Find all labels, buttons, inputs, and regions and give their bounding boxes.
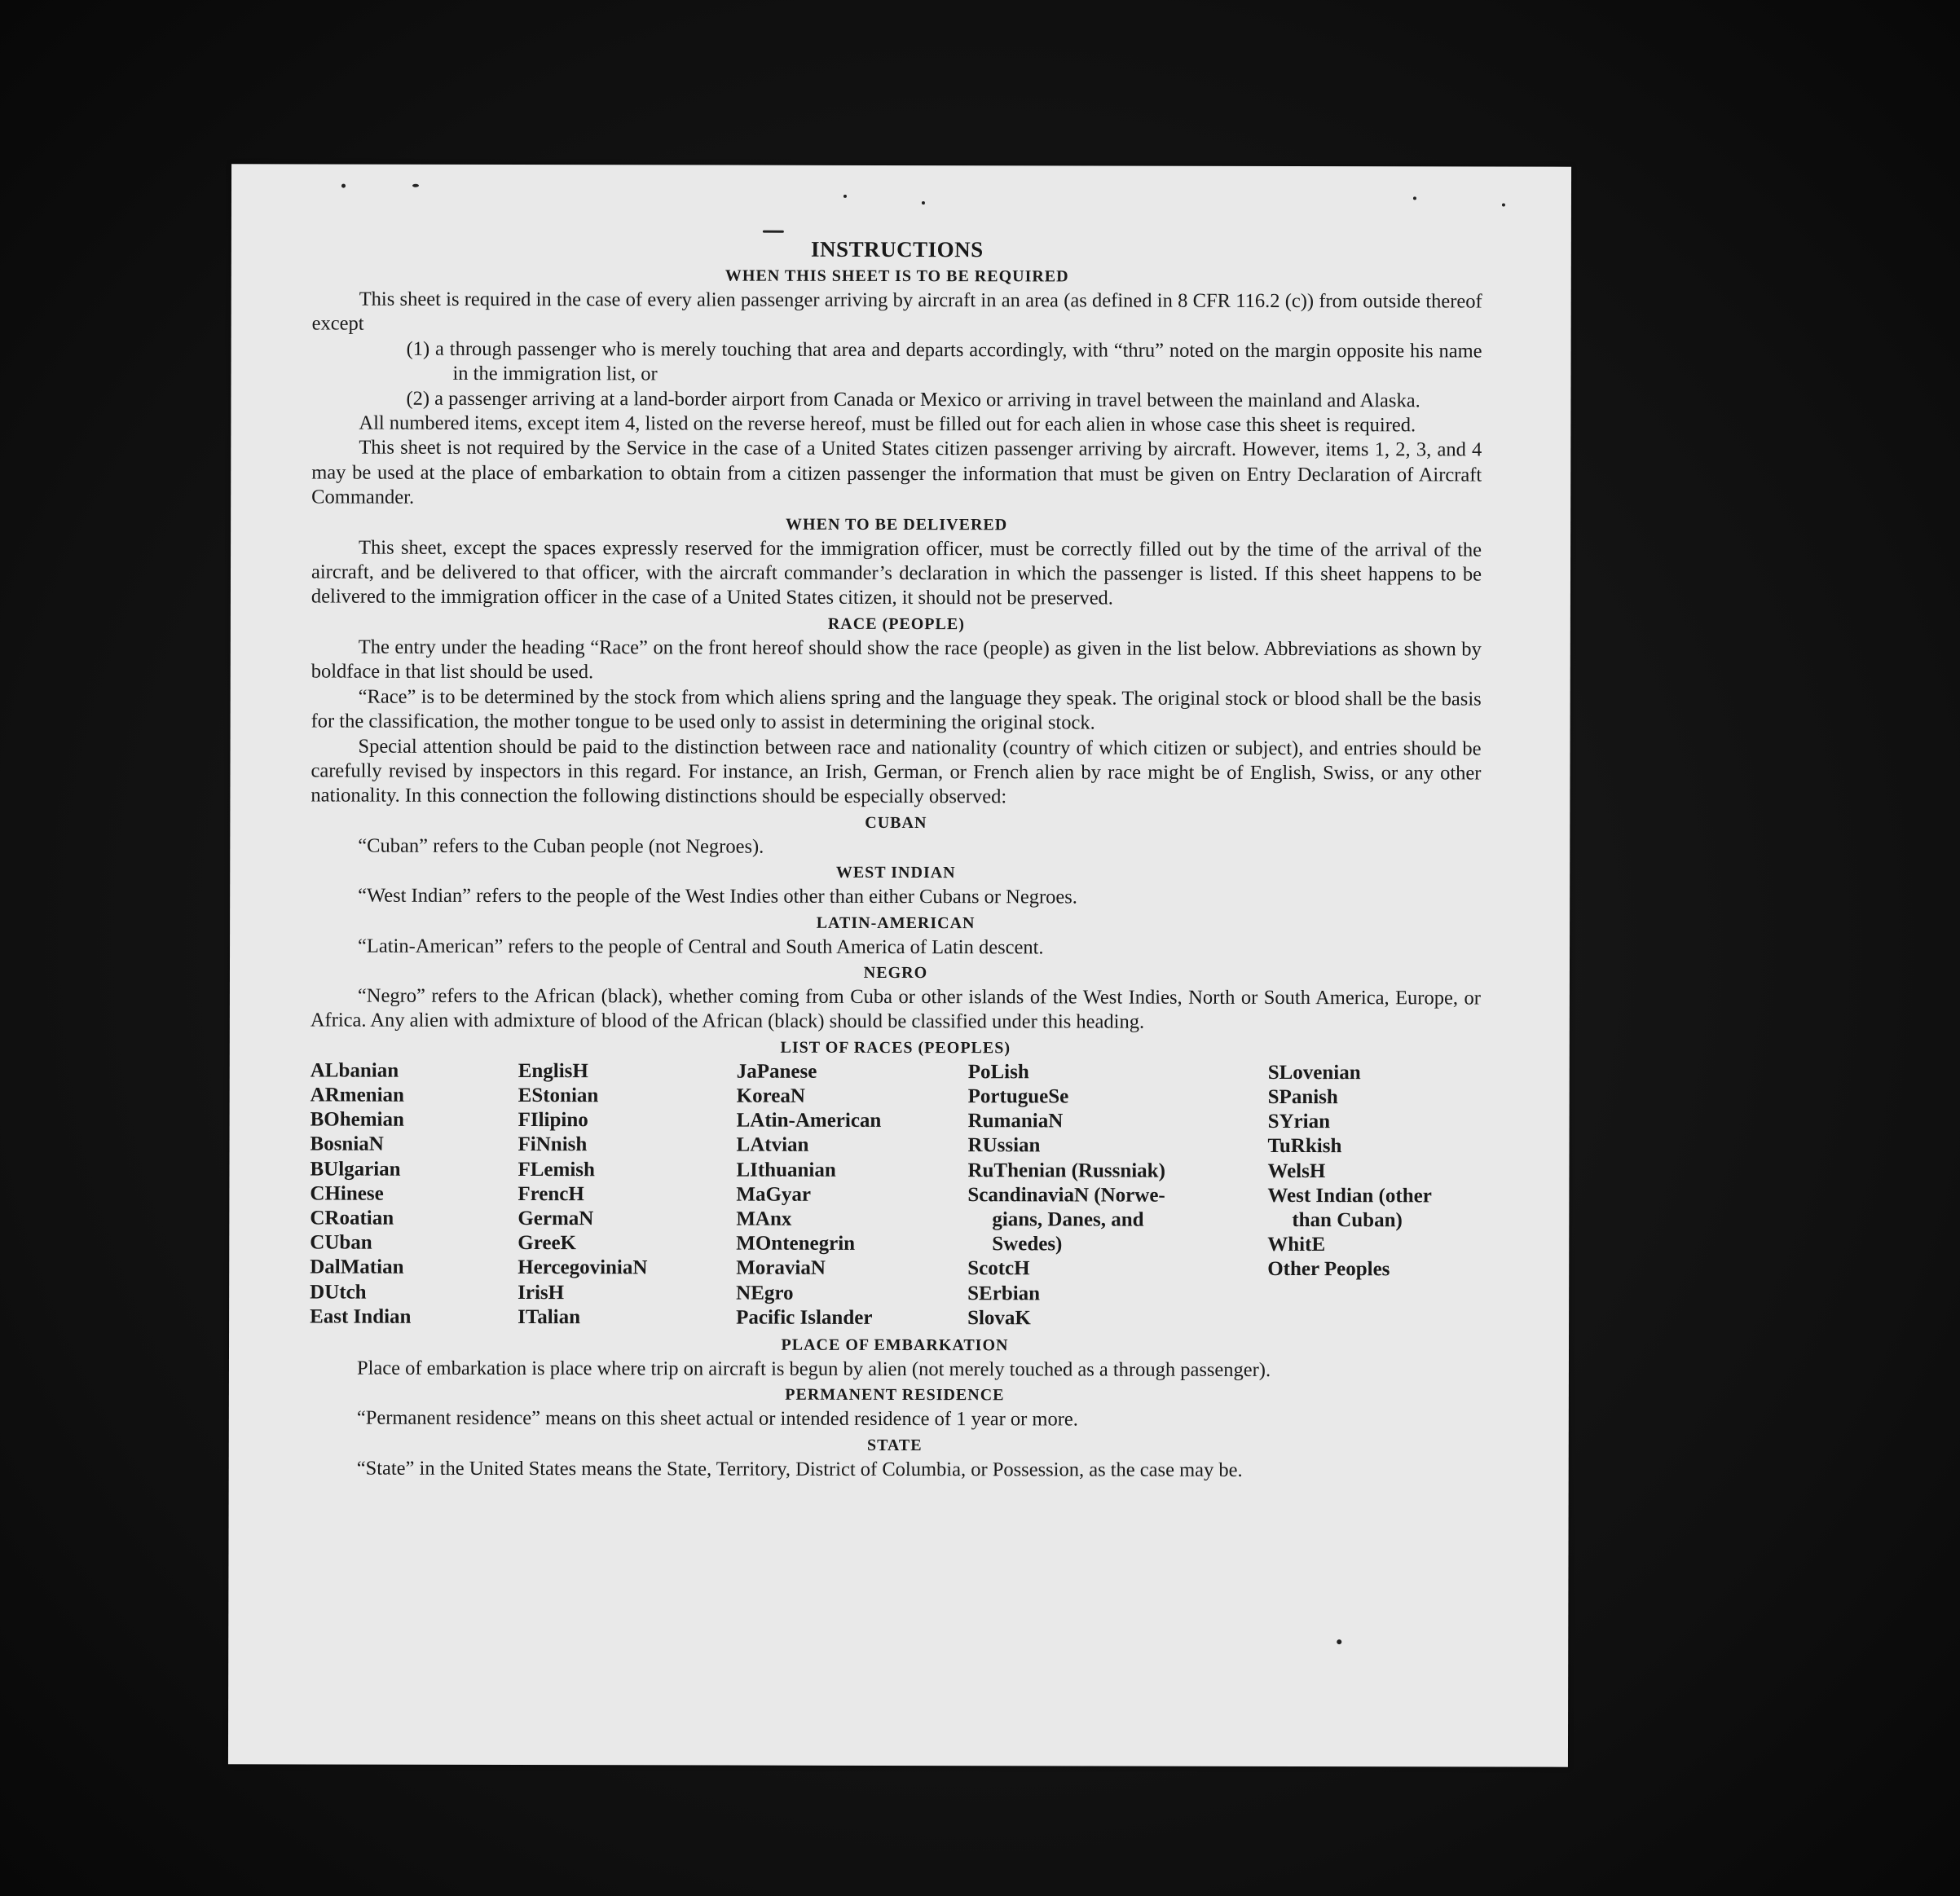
- document-title: INSTRUCTIONS: [811, 236, 984, 262]
- race-entry: SErbian: [967, 1282, 1041, 1304]
- race-entry: Other Peoples: [1267, 1258, 1390, 1281]
- race-entry: FLemish: [518, 1158, 595, 1181]
- races-column: [310, 1058, 518, 1330]
- race-entry: KoreaN: [736, 1084, 805, 1107]
- race-entry: ITalian: [518, 1305, 581, 1328]
- scan-speck: [1337, 1639, 1341, 1644]
- race-entry: FrencH: [518, 1182, 584, 1205]
- race-entry: IrisH: [518, 1281, 565, 1304]
- race-entry: MoraviaN: [736, 1256, 826, 1280]
- race-entry: PoLish: [967, 1060, 1029, 1084]
- race-entry: gians, Danes, and: [992, 1208, 1144, 1231]
- scan-speck: [843, 195, 847, 198]
- race-entry: CHinese: [310, 1182, 384, 1205]
- race-entry: FIlipino: [518, 1109, 588, 1132]
- race-entry: ARmenian: [310, 1084, 404, 1106]
- section-heading: WHEN TO BE DELIVERED: [786, 515, 1008, 534]
- race-entry: SLovenian: [1267, 1061, 1361, 1084]
- paragraph: “Permanent residence” means on this sheet actual or intended residence of 1 year or more.: [356, 1406, 1078, 1431]
- race-entry: NEgro: [736, 1282, 794, 1304]
- race-entry: West Indian (other: [1267, 1184, 1432, 1208]
- paragraph: Place of embarkation is place where trip on aircraft is begun by alien (not merely touched as a through passenger).: [356, 1357, 1271, 1381]
- paragraph: “Latin-American” refers to the people of Central and South America of Latin descent.: [358, 935, 1044, 958]
- section-heading: CUBAN: [865, 813, 927, 832]
- section-heading: LATIN-AMERICAN: [816, 913, 976, 932]
- paragraph: This sheet, except the spaces expressly reserved for the immigration officer, must be correctly filled out by the time of the arrival of the aircraft, and be delivered to that officer, with the aircraft commander’s declaration in which the passenger is listed. If this sheet happens to be delivered to the immigration officer in the case of a United States citizen, it should not be preserved.: [311, 536, 1482, 610]
- race-entry: CUban: [310, 1231, 372, 1254]
- section-heading: WEST INDIAN: [835, 863, 956, 882]
- race-entry: LAtin-American: [736, 1109, 882, 1133]
- scan-speck: [412, 184, 419, 187]
- race-entry: CRoatian: [310, 1207, 394, 1230]
- races-list: [310, 1058, 1481, 1331]
- section-heading: NEGRO: [863, 963, 928, 983]
- scan-speck: [763, 231, 784, 233]
- race-entry: BOhemian: [310, 1108, 404, 1131]
- races-column: [967, 1060, 1268, 1331]
- race-entry: WelsH: [1267, 1159, 1326, 1182]
- race-entry: GreeK: [518, 1232, 577, 1255]
- races-column: [1267, 1061, 1481, 1332]
- race-entry: than Cuban): [1292, 1208, 1403, 1232]
- race-entry: PortugueSe: [967, 1085, 1069, 1108]
- race-entry: MOntenegrin: [736, 1232, 856, 1256]
- race-entry: SPanish: [1267, 1085, 1338, 1109]
- race-entry: DUtch: [310, 1281, 367, 1304]
- race-entry: LIthuanian: [736, 1159, 836, 1181]
- race-entry: ScandinaviaN (Norwe-: [967, 1183, 1165, 1207]
- race-entry: LAtvian: [736, 1133, 809, 1157]
- races-heading: LIST OF RACES (PEOPLES): [780, 1038, 1011, 1058]
- race-entry: BosniaN: [310, 1133, 384, 1156]
- list-item: (1) a through passenger who is merely touching that area and departs accordingly, with “thru” noted on the margin opposite his name in the immigration list, or: [406, 337, 1482, 385]
- document-content: [310, 234, 1482, 1483]
- paragraph: “State” in the United States means the State, Territory, District of Columbia, or Possession, as the case may be.: [356, 1457, 1243, 1481]
- race-entry: RumaniaN: [967, 1110, 1064, 1133]
- section-heading: RACE (PEOPLE): [827, 614, 965, 634]
- paragraph: The entry under the heading “Race” on the front hereof should show the race (people) as given in the list below. Abbreviations as shown by boldface in that list should be used.: [311, 636, 1482, 684]
- race-entry: ScotcH: [967, 1257, 1030, 1280]
- paragraph: “West Indian” refers to the people of the West Indies other than either Cubans or Negroes.: [358, 884, 1077, 908]
- race-entry: SYrian: [1267, 1111, 1331, 1133]
- scan-speck: [341, 184, 346, 188]
- paragraph: This sheet is required in the case of every alien passenger arriving by aircraft in an area (as defined in 8 CFR 116.2 (c)) from outside thereof except: [311, 288, 1482, 336]
- list-item: (2) a passenger arriving at a land-border airport from Canada or Mexico or arriving in travel between the mainland and Alaska.: [406, 387, 1420, 411]
- scan-speck: [1502, 204, 1505, 207]
- race-entry: GermaN: [518, 1207, 594, 1230]
- paragraph: “Cuban” refers to the Cuban people (not Negroes).: [358, 834, 764, 858]
- race-entry: Swedes): [992, 1233, 1063, 1256]
- race-entry: DalMatian: [310, 1256, 404, 1279]
- paragraph: This sheet is not required by the Service in the case of a United States citizen passenger arriving by aircraft. However, items 1, 2, 3, and 4 may be used at the place of embarkation to obtain from a citizen passenger the information that must be given on Entry Declaration of Aircraft Commander.: [311, 437, 1482, 509]
- race-entry: WhitE: [1267, 1234, 1326, 1256]
- paragraph: “Race” is to be determined by the stock from which aliens spring and the language they speak. The original stock or blood shall be the basis for the classification, the mother tongue to be used only to assist in determining the original stock.: [311, 685, 1482, 734]
- document-page: [228, 164, 1571, 1766]
- paragraph: “Negro” refers to the African (black), whether coming from Cuba or other islands of the West Indies, North or South America, Europe, or Africa. Any alien with admixture of blood of the African (black) should be classified under this heading.: [310, 984, 1481, 1033]
- race-entry: BUlgarian: [310, 1158, 401, 1181]
- race-entry: East Indian: [310, 1305, 412, 1328]
- section-heading: WHEN THIS SHEET IS TO BE REQUIRED: [725, 266, 1069, 286]
- races-column: [518, 1059, 737, 1331]
- section-heading: STATE: [866, 1436, 923, 1454]
- race-entry: RuThenian (Russniak): [967, 1159, 1165, 1182]
- race-entry: Pacific Islander: [736, 1306, 873, 1329]
- race-entry: JaPanese: [736, 1060, 817, 1083]
- race-entry: MaGyar: [736, 1183, 812, 1206]
- scan-speck: [1413, 196, 1416, 200]
- races-column: [736, 1059, 968, 1331]
- race-entry: TuRkish: [1267, 1135, 1342, 1158]
- race-entry: EnglisH: [518, 1059, 588, 1082]
- race-entry: HercegoviniaN: [518, 1256, 648, 1279]
- race-entry: EStonian: [518, 1084, 599, 1107]
- paragraph: All numbered items, except item 4, listed on the reverse hereof, must be filled out for each alien in whose case this sheet is required.: [359, 411, 1416, 437]
- scan-speck: [922, 201, 925, 205]
- race-entry: RUssian: [967, 1134, 1041, 1157]
- race-entry: FiNnish: [518, 1133, 588, 1156]
- race-entry: MAnx: [736, 1208, 792, 1230]
- race-entry: SlovaK: [967, 1306, 1031, 1330]
- race-entry: ALbanian: [310, 1059, 399, 1082]
- paragraph: Special attention should be paid to the distinction between race and nationality (country of which citizen or subject), and entries should be carefully revised by inspectors in this regard. For instance, an Irish, German, or French alien by race might be of English, Swiss, or any other nationality. In this connection the following distinctions should be especially observed:: [311, 735, 1482, 808]
- section-heading: PLACE OF EMBARKATION: [781, 1335, 1009, 1355]
- section-heading: PERMANENT RESIDENCE: [785, 1386, 1005, 1405]
